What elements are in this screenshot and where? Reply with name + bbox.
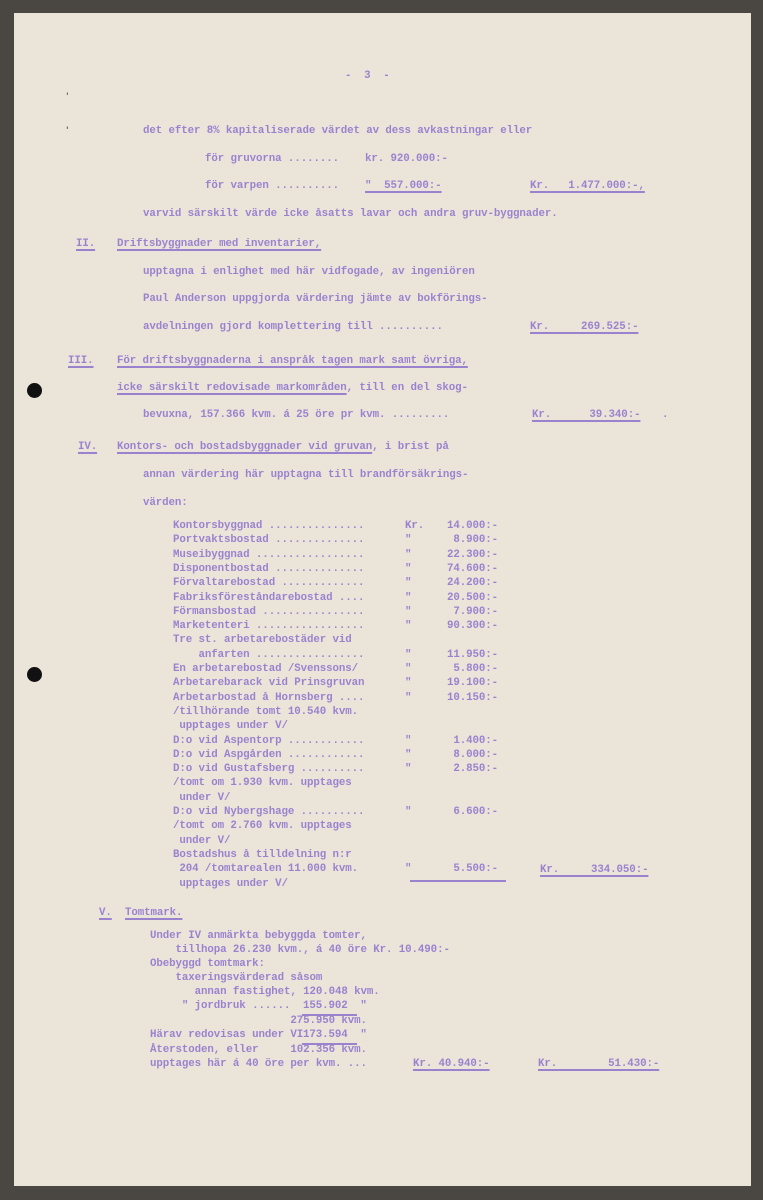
building-label: D:o vid Aspentorp ............ [173,734,365,747]
building-amount: 19.100:- [446,677,498,690]
building-amount: 5.500:- [453,863,498,876]
currency-mark: " [405,748,412,761]
section2-total: Kr. 269.525:- [530,321,639,333]
page-number: - 3 - [345,70,390,82]
building-amount: 5.800:- [453,663,498,675]
section3-total: Kr. 39.340:- [532,409,641,421]
building-label: Marketenteri ................. [173,620,365,633]
section3-line: bevuxna, 157.366 kvm. á 25 öre pr kvm. ......... [143,409,450,421]
building-label: D:o vid Nybergshage .......... [173,806,365,818]
building-label: Portvaktsbostad .............. [173,534,365,547]
section3-numeral: III. [68,355,94,367]
currency-mark: " [405,562,412,575]
building-label: Förvaltarebostad ............. [173,577,365,590]
gruvorna-amount: kr. 920.000:- [365,153,448,165]
currency-mark: " [405,548,412,561]
section2-numeral: II. [76,238,96,250]
currency-mark: " [405,577,412,590]
building-label: En arbetarebostad /Svenssons/ [173,663,358,675]
building-label: Kontorsbyggnad ............... [173,520,365,532]
intro-line: det efter 8% kapitaliserade värdet av dess avkastningar eller [143,125,533,137]
section5-numeral: V. [99,907,112,919]
intro-line-after: varvid särskilt värde icke åsatts lavar och andra gruv-byggnader. [143,208,558,220]
section5-total: Kr. 51.430:- [538,1058,660,1070]
building-label: Museibyggnad ................. [173,548,365,561]
currency-mark: " [405,605,412,618]
building-amount: 2.850:- [453,763,498,776]
building-label: upptages under V/ [173,877,288,890]
building-amount: 8.900:- [453,534,498,547]
currency-mark: " [405,663,412,675]
building-label: under V/ [173,834,231,847]
sum-rule [302,1014,357,1016]
sum-rule [302,1043,357,1045]
section4-heading-line [117,441,449,454]
currency-mark: " [405,763,412,776]
section5-subtotal: Kr. 40.940:- [413,1058,490,1070]
section4-heading: Kontors- och bostadsbyggnader vid gruvan [117,441,373,453]
building-amount: 14.000:- [446,520,498,532]
building-label: 204 /tomtarealen 11.000 kvm. [173,863,358,876]
punch-hole [27,383,42,398]
building-amount: 10.150:- [446,691,498,704]
currency-mark: " [405,734,412,747]
building-amount: 6.600:- [453,806,498,818]
section5-line: taxeringsvärderad såsom [150,972,323,984]
currency-mark: " [405,691,412,704]
section3-heading-line2 [117,382,468,395]
building-amount: 24.200:- [446,577,498,590]
building-amount: 20.500:- [446,591,498,604]
building-label: Förmansbostad ................ [173,605,365,618]
currency-mark: " [405,806,412,818]
building-label: Fabriksföreståndarebostad .... [173,591,365,604]
building-label: Tre st. arbetarebostäder vid [173,634,352,647]
currency-mark: " [405,620,412,633]
section4-line: värden: [143,497,188,509]
building-label: upptages under V/ [173,720,288,733]
section2-heading: Driftsbyggnader med inventarier, [117,238,322,250]
harav-value: 173.594 " [303,1029,367,1041]
currency-mark: " [405,863,412,876]
currency-mark: Kr. [405,520,425,532]
jordbruk-value: 155.902 " [303,1000,367,1012]
currency-mark: " [405,648,412,661]
section4-total: Kr. 334.050:- [540,864,649,876]
building-label: /tomt om 2.760 kvm. upptages [173,820,352,833]
section5-line: tillhopa 26.230 kvm., á 40 öre Kr. 10.490:- [150,944,450,956]
currency-mark: " [405,677,412,690]
building-label: /tillhörande tomt 10.540 kvm. [173,705,358,718]
building-amount: 22.300:- [446,548,498,561]
building-label: Bostadshus å tilldelning n:r [173,848,352,861]
building-label: Arbetarbostad å Hornsberg .... [173,691,365,704]
margin-mark: ' [66,92,69,102]
varpen-label: för varpen .......... [205,180,339,192]
section2-line: Paul Anderson uppgjorda värdering jämte av bokförings- [143,293,488,305]
section5-line: Härav redovisas under VI [150,1029,304,1041]
section2-line: avdelningen gjord komplettering till .......... [143,321,443,333]
section4-line: annan värdering här upptagna till brandförsäkrings- [143,469,469,481]
section5-line: upptages här á 40 öre per kvm. ... [150,1058,367,1070]
section5-line: Obebyggd tomtmark: [150,958,265,970]
building-label: Arbetarebarack vid Prinsgruvan [173,677,365,690]
section3-heading: För driftsbyggnaderna i anspråk tagen mark samt övriga, [117,355,468,367]
section1-total: Kr. 1.477.000:-, [530,180,645,192]
margin-mark: ' [66,126,69,136]
building-label: Disponentbostad .............. [173,562,365,575]
sum-rule [410,880,506,882]
building-amount: 7.900:- [453,605,498,618]
building-label: under V/ [173,791,231,804]
punch-hole [27,667,42,682]
currency-mark: " [405,534,412,547]
section4-heading-rest: , i brist på [372,441,449,453]
section5-line: Under IV anmärkta bebyggda tomter, [150,930,367,942]
building-amount: 74.600:- [446,562,498,575]
section3-trailing: . [662,409,669,421]
section2-line: upptagna i enlighet med här vidfogade, av ingeniören [143,266,475,278]
varpen-amount: " 557.000:- [365,180,442,192]
section4-numeral: IV. [78,441,98,453]
section5-line: Återstoden, eller 102.356 kvm. [150,1044,367,1056]
section5-line: " jordbruk ...... [150,1000,291,1012]
section5-line: annan fastighet, 120.048 kvm. [150,986,380,998]
building-label: /tomt om 1.930 kvm. upptages [173,777,352,790]
section5-line: 275.950 kvm. [150,1015,367,1027]
section3-heading2-rest: , till en del skog- [346,382,468,394]
building-amount: 8.000:- [453,748,498,761]
section5-heading: Tomtmark. [125,907,183,919]
building-amount: 90.300:- [446,620,498,633]
building-label: D:o vid Aspgården ............ [173,748,365,761]
section3-heading2: icke särskilt redovisade markområden [117,382,347,394]
building-amount: 11.950:- [446,648,498,661]
building-amount: 1.400:- [453,734,498,747]
building-label: anfarten ................. [173,648,365,661]
currency-mark: " [405,591,412,604]
building-label: D:o vid Gustafsberg .......... [173,763,365,776]
gruvorna-label: för gruvorna ........ [205,153,339,165]
